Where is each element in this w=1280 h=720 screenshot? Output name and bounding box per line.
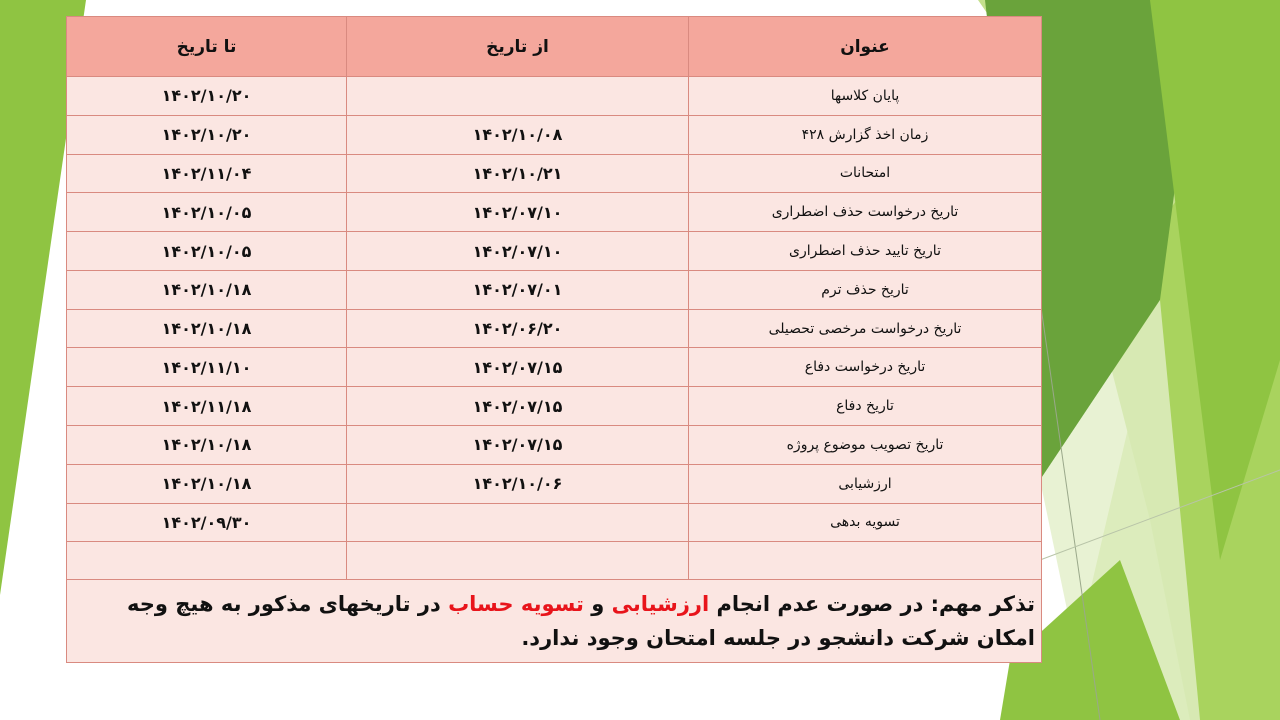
- cell-title: ارزشیابی: [689, 464, 1042, 503]
- cell-title: تاریخ حذف ترم: [689, 270, 1042, 309]
- empty-cell: [347, 542, 689, 580]
- cell-to-date: ۱۴۰۲/۱۰/۱۸: [67, 270, 347, 309]
- cell-from-date: ۱۴۰۲/۰۷/۱۵: [347, 387, 689, 426]
- cell-to-date: ۱۴۰۲/۱۰/۲۰: [67, 115, 347, 154]
- table-row: [67, 348, 1042, 387]
- cell-title: تسویه بدهی: [689, 503, 1042, 542]
- cell-to-date: ۱۴۰۲/۱۰/۱۸: [67, 464, 347, 503]
- cell-title: زمان اخذ گزارش ۴۲۸: [689, 115, 1042, 154]
- cell-to-date: ۱۴۰۲/۱۱/۰۴: [67, 154, 347, 193]
- cell-title: تاریخ تصویب موضوع پروژه: [689, 426, 1042, 465]
- note-connector: و: [583, 592, 612, 617]
- table-row: [67, 387, 1042, 426]
- cell-to-date: ۱۴۰۲/۱۰/۱۸: [67, 426, 347, 465]
- note-highlight-evaluation: ارزشیابی: [611, 592, 710, 617]
- table-row: [67, 426, 1042, 465]
- table-row: [67, 309, 1042, 348]
- header-from-date: از تاریخ: [347, 17, 689, 77]
- schedule-table: [66, 16, 1042, 663]
- note-row: [67, 580, 1042, 663]
- cell-from-date: ۱۴۰۲/۰۷/۱۵: [347, 426, 689, 465]
- empty-row: [67, 542, 1042, 580]
- header-title: عنوان: [689, 17, 1042, 77]
- cell-to-date: ۱۴۰۲/۱۱/۱۸: [67, 387, 347, 426]
- note-prefix: تذکر مهم: در صورت عدم انجام: [709, 592, 1035, 617]
- table-row: [67, 193, 1042, 232]
- table-header-row: [67, 17, 1042, 77]
- empty-cell: [67, 542, 347, 580]
- cell-title: تاریخ دفاع: [689, 387, 1042, 426]
- cell-from-date: ۱۴۰۲/۰۷/۱۵: [347, 348, 689, 387]
- cell-from-date: ۱۴۰۲/۰۶/۲۰: [347, 309, 689, 348]
- cell-to-date: ۱۴۰۲/۱۰/۰۵: [67, 193, 347, 232]
- table-row: [67, 464, 1042, 503]
- cell-title: امتحانات: [689, 154, 1042, 193]
- cell-from-date: ۱۴۰۲/۱۰/۲۱: [347, 154, 689, 193]
- empty-cell: [689, 542, 1042, 580]
- cell-from-date: ۱۴۰۲/۱۰/۰۶: [347, 464, 689, 503]
- cell-from-date: [347, 503, 689, 542]
- header-to-date: تا تاریخ: [67, 17, 347, 77]
- cell-title: تاریخ درخواست دفاع: [689, 348, 1042, 387]
- note-highlight-settlement: تسویه حساب: [448, 592, 584, 617]
- table-row: [67, 115, 1042, 154]
- cell-to-date: ۱۴۰۲/۱۰/۰۵: [67, 232, 347, 271]
- cell-from-date: ۱۴۰۲/۰۷/۰۱: [347, 270, 689, 309]
- important-note: [67, 580, 1042, 663]
- table-row: [67, 503, 1042, 542]
- cell-title: پایان کلاسها: [689, 77, 1042, 116]
- cell-to-date: ۱۴۰۲/۰۹/۳۰: [67, 503, 347, 542]
- table-row: [67, 270, 1042, 309]
- cell-to-date: ۱۴۰۲/۱۱/۱۰: [67, 348, 347, 387]
- table-row: [67, 77, 1042, 116]
- table-row: [67, 154, 1042, 193]
- cell-to-date: ۱۴۰۲/۱۰/۲۰: [67, 77, 347, 116]
- cell-from-date: ۱۴۰۲/۱۰/۰۸: [347, 115, 689, 154]
- cell-title: تاریخ درخواست حذف اضطراری: [689, 193, 1042, 232]
- table-row: [67, 232, 1042, 271]
- cell-title: تاریخ درخواست مرخصی تحصیلی: [689, 309, 1042, 348]
- cell-from-date: [347, 77, 689, 116]
- note-suffix: در تاریخهای مذکور به هیچ وجه امکان شرکت دانشجو در جلسه امتحان وجود ندارد.: [127, 592, 1035, 651]
- cell-title: تاریخ تایید حذف اضطراری: [689, 232, 1042, 271]
- cell-from-date: ۱۴۰۲/۰۷/۱۰: [347, 232, 689, 271]
- cell-to-date: ۱۴۰۲/۱۰/۱۸: [67, 309, 347, 348]
- cell-from-date: ۱۴۰۲/۰۷/۱۰: [347, 193, 689, 232]
